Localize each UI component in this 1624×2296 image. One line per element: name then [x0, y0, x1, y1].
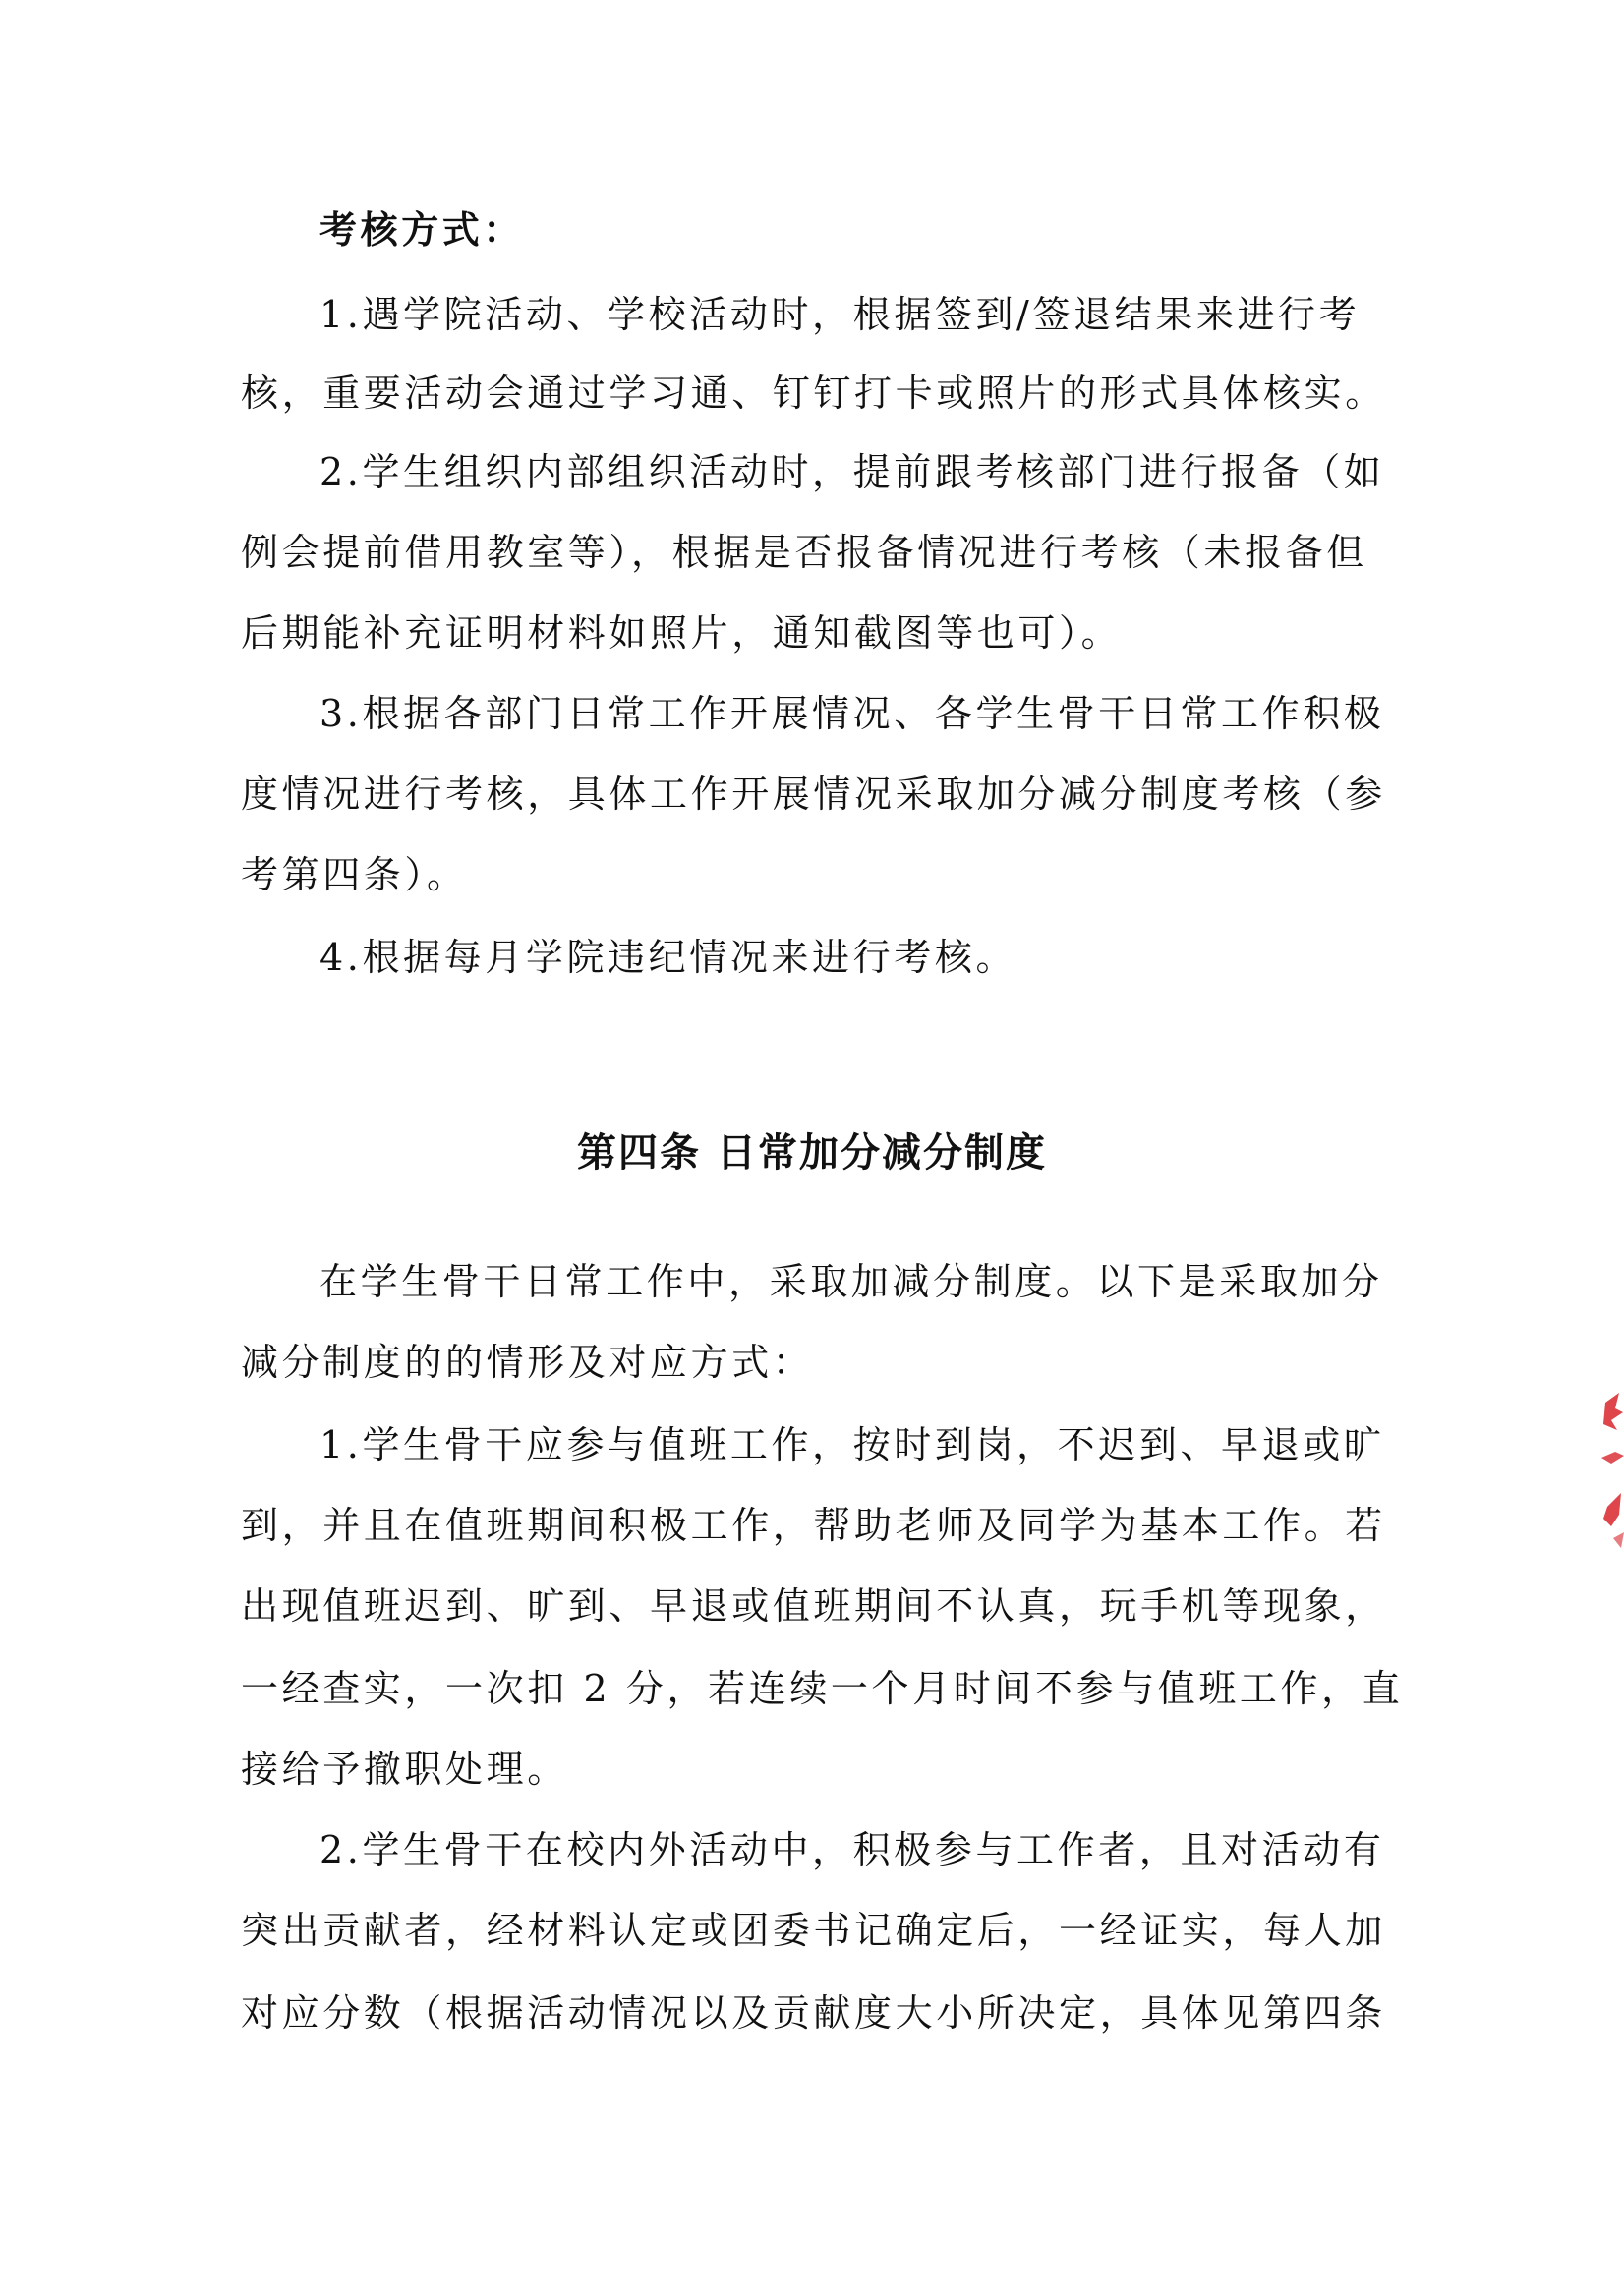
assessment-item-3-line-2: 度情况进行考核，具体工作开展情况采取加分减分制度考核（参: [241, 773, 1386, 816]
assessment-item-2-line-1: 2.学生组织内部组织活动时，提前跟考核部门进行报备（如: [319, 450, 1385, 493]
assessment-item-1-line-1: 1.遇学院活动、学校活动时，根据签到/签退结果来进行考: [319, 293, 1361, 336]
seal-fragment-icon: [1597, 1391, 1624, 1568]
article4-item-1-line-4: 一经查实，一次扣 2 分，若连续一个月时间不参与值班工作，直: [241, 1667, 1404, 1710]
assessment-heading: 考核方式：: [319, 208, 525, 252]
assessment-item-2-line-2: 例会提前借用教室等），根据是否报备情况进行考核（未报备但: [241, 531, 1367, 574]
article4-intro-line-2: 减分制度的的情形及对应方式：: [241, 1341, 814, 1384]
article4-title: 第四条 日常加分减分制度: [577, 1130, 1047, 1176]
article4-intro-line-1: 在学生骨干日常工作中，采取加减分制度。以下是采取加分: [319, 1260, 1383, 1303]
assessment-item-3-line-3: 考第四条）。: [241, 853, 468, 896]
assessment-item-2-line-3: 后期能补充证明材料如照片，通知截图等也可）。: [241, 611, 1123, 655]
article4-item-2-line-2: 突出贡献者，经材料认定或团委书记确定后，一经证实，每人加: [241, 1909, 1386, 1952]
article4-item-2-line-3: 对应分数（根据活动情况以及贡献度大小所决定，具体见第四条: [241, 1991, 1386, 2035]
article4-item-1-line-5: 接给予撤职处理。: [241, 1748, 568, 1791]
article4-item-1-line-1: 1.学生骨干应参与值班工作，按时到岗，不迟到、早退或旷: [319, 1423, 1385, 1466]
assessment-item-4-line-1: 4.根据每月学院违纪情况来进行考核。: [319, 936, 1017, 979]
article4-item-1-line-3: 出现值班迟到、旷到、早退或值班期间不认真，玩手机等现象，: [241, 1584, 1386, 1628]
assessment-item-3-line-1: 3.根据各部门日常工作开展情况、各学生骨干日常工作积极: [319, 692, 1385, 735]
assessment-item-1-line-2: 核，重要活动会通过学习通、钉钉打卡或照片的形式具体核实。: [241, 372, 1386, 415]
article4-item-1-line-2: 到，并且在值班期间积极工作，帮助老师及同学为基本工作。若: [241, 1504, 1386, 1547]
article4-item-2-line-1: 2.学生骨干在校内外活动中，积极参与工作者，且对活动有: [319, 1828, 1385, 1871]
